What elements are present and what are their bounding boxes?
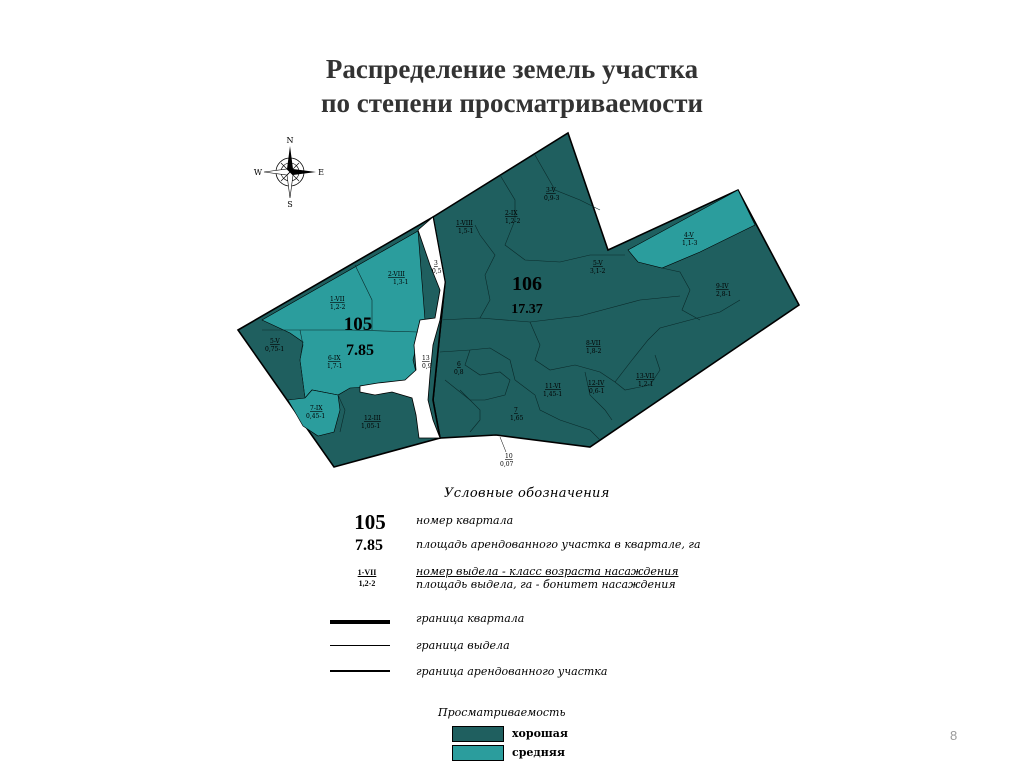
title-line-2: по степени просматриваемости bbox=[320, 88, 704, 118]
label-8-vii-info: 1,8-2 bbox=[586, 348, 602, 355]
label-3-v-info: 0,9-3 bbox=[544, 195, 560, 202]
label-2-viii-id: 2-VIII bbox=[388, 271, 405, 278]
label-7-ix-info: 0,45-1 bbox=[306, 413, 326, 420]
compass-e: E bbox=[318, 168, 324, 177]
quarter-106-number: 106 bbox=[512, 273, 542, 295]
label-6-id: 6 bbox=[457, 361, 461, 368]
slide-number: 8 bbox=[950, 728, 958, 743]
label-6-ix-id: 6-IX bbox=[328, 355, 341, 362]
label-13-vii-info: 1,2-1 bbox=[638, 381, 654, 388]
label-5-v-106-id: 5-V bbox=[593, 260, 603, 267]
label-12-iv-id: 12-IV bbox=[588, 380, 605, 387]
compass-rose-icon bbox=[254, 136, 324, 209]
compass-s: S bbox=[287, 200, 293, 209]
legend-medium-label: средняя bbox=[512, 746, 566, 759]
legend-rent-line-text: граница арендованного участка bbox=[416, 665, 608, 678]
label-2-viii-info: 1,3-1 bbox=[393, 279, 409, 286]
label-1-viii-info: 1,5-1 bbox=[458, 228, 474, 235]
quarter-105-number: 105 bbox=[343, 314, 373, 335]
legend-medium-swatch bbox=[452, 745, 504, 761]
legend-parcel-line bbox=[330, 645, 390, 646]
legend-quarter-line-text: граница квартала bbox=[416, 612, 525, 625]
label-3-info: 0,5 bbox=[432, 268, 442, 275]
legend-visibility-title: Просматриваемость bbox=[438, 706, 566, 719]
label-1-vii-id: 1-VII bbox=[330, 296, 345, 303]
label-12-iv-info: 0,6-1 bbox=[589, 388, 605, 395]
label-1-vii-info: 1,2-2 bbox=[330, 304, 346, 311]
label-13-vii-id: 13-VII bbox=[636, 373, 655, 380]
label-5-v-105-info: 0,75-1 bbox=[265, 346, 285, 353]
legend-parcel-text-bottom: площадь выдела, га - бонитет насаждения bbox=[416, 578, 676, 591]
legend-quarter-line bbox=[330, 620, 390, 624]
label-7-ix-id: 7-IX bbox=[310, 405, 323, 412]
label-4-v-info: 1,1-3 bbox=[682, 240, 698, 247]
legend-good-label: хорошая bbox=[512, 727, 568, 740]
label-5-v-105-id: 5-V bbox=[270, 338, 280, 345]
label-10-info: 0,07 bbox=[500, 461, 514, 468]
compass-n: N bbox=[286, 136, 294, 145]
label-10-id: 10 bbox=[505, 453, 513, 460]
label-12-iii-id: 12-III bbox=[364, 415, 381, 422]
label-7-id: 7 bbox=[514, 407, 518, 414]
legend-parcel-sample-top: 1-VII bbox=[357, 568, 377, 577]
label-6-ix-info: 1,7-1 bbox=[327, 363, 343, 370]
label-9-iv-id: 9-IV bbox=[716, 283, 729, 290]
label-12-iii-info: 1,05-1 bbox=[361, 423, 381, 430]
legend-area-sample: 7.85 bbox=[355, 537, 383, 554]
legend-parcel-line-text: граница выдела bbox=[416, 639, 510, 652]
label-3-v-id: 3-V bbox=[546, 187, 556, 194]
title-line-1: Распределение земель участка bbox=[325, 54, 699, 84]
quarter-105-area: 7.85 bbox=[346, 342, 374, 359]
label-11-vi-id: 11-VI bbox=[545, 383, 561, 390]
legend-good-swatch bbox=[452, 726, 504, 742]
label-1-viii-id: 1-VIII bbox=[456, 220, 473, 227]
legend-quarter-sample: 105 bbox=[354, 510, 386, 534]
label-5-v-106-info: 3,1-2 bbox=[590, 268, 606, 275]
label-6-info: 0,8 bbox=[454, 369, 464, 376]
label-2-ix-id: 2-IX bbox=[505, 210, 518, 217]
label-4-v-id: 4-V bbox=[684, 232, 694, 239]
legend-rent-line bbox=[330, 670, 390, 672]
legend-parcel-sample-bottom: 1,2-2 bbox=[358, 579, 376, 588]
legend-area-text: площадь арендованного участка в квартале, га bbox=[416, 538, 701, 551]
legend-parcel-text-top: номер выдела - класс возраста насаждения bbox=[416, 565, 679, 578]
label-13-id: 13 bbox=[422, 355, 430, 362]
quarter-106-area: 17.37 bbox=[511, 302, 543, 317]
label-9-iv-info: 2,8-1 bbox=[716, 291, 732, 298]
compass-w: W bbox=[253, 168, 263, 177]
legend-title: Условные обозначения bbox=[444, 486, 610, 501]
label-13-info: 0,9 bbox=[422, 363, 432, 370]
label-2-ix-info: 1,2-2 bbox=[505, 218, 521, 225]
label-8-vii-id: 8-VII bbox=[586, 340, 601, 347]
label-7-info: 1,65 bbox=[510, 415, 524, 422]
label-3-id: 3 bbox=[434, 260, 438, 267]
legend-quarter-text: номер квартала bbox=[416, 514, 514, 527]
label-11-vi-info: 1,45-1 bbox=[543, 391, 563, 398]
